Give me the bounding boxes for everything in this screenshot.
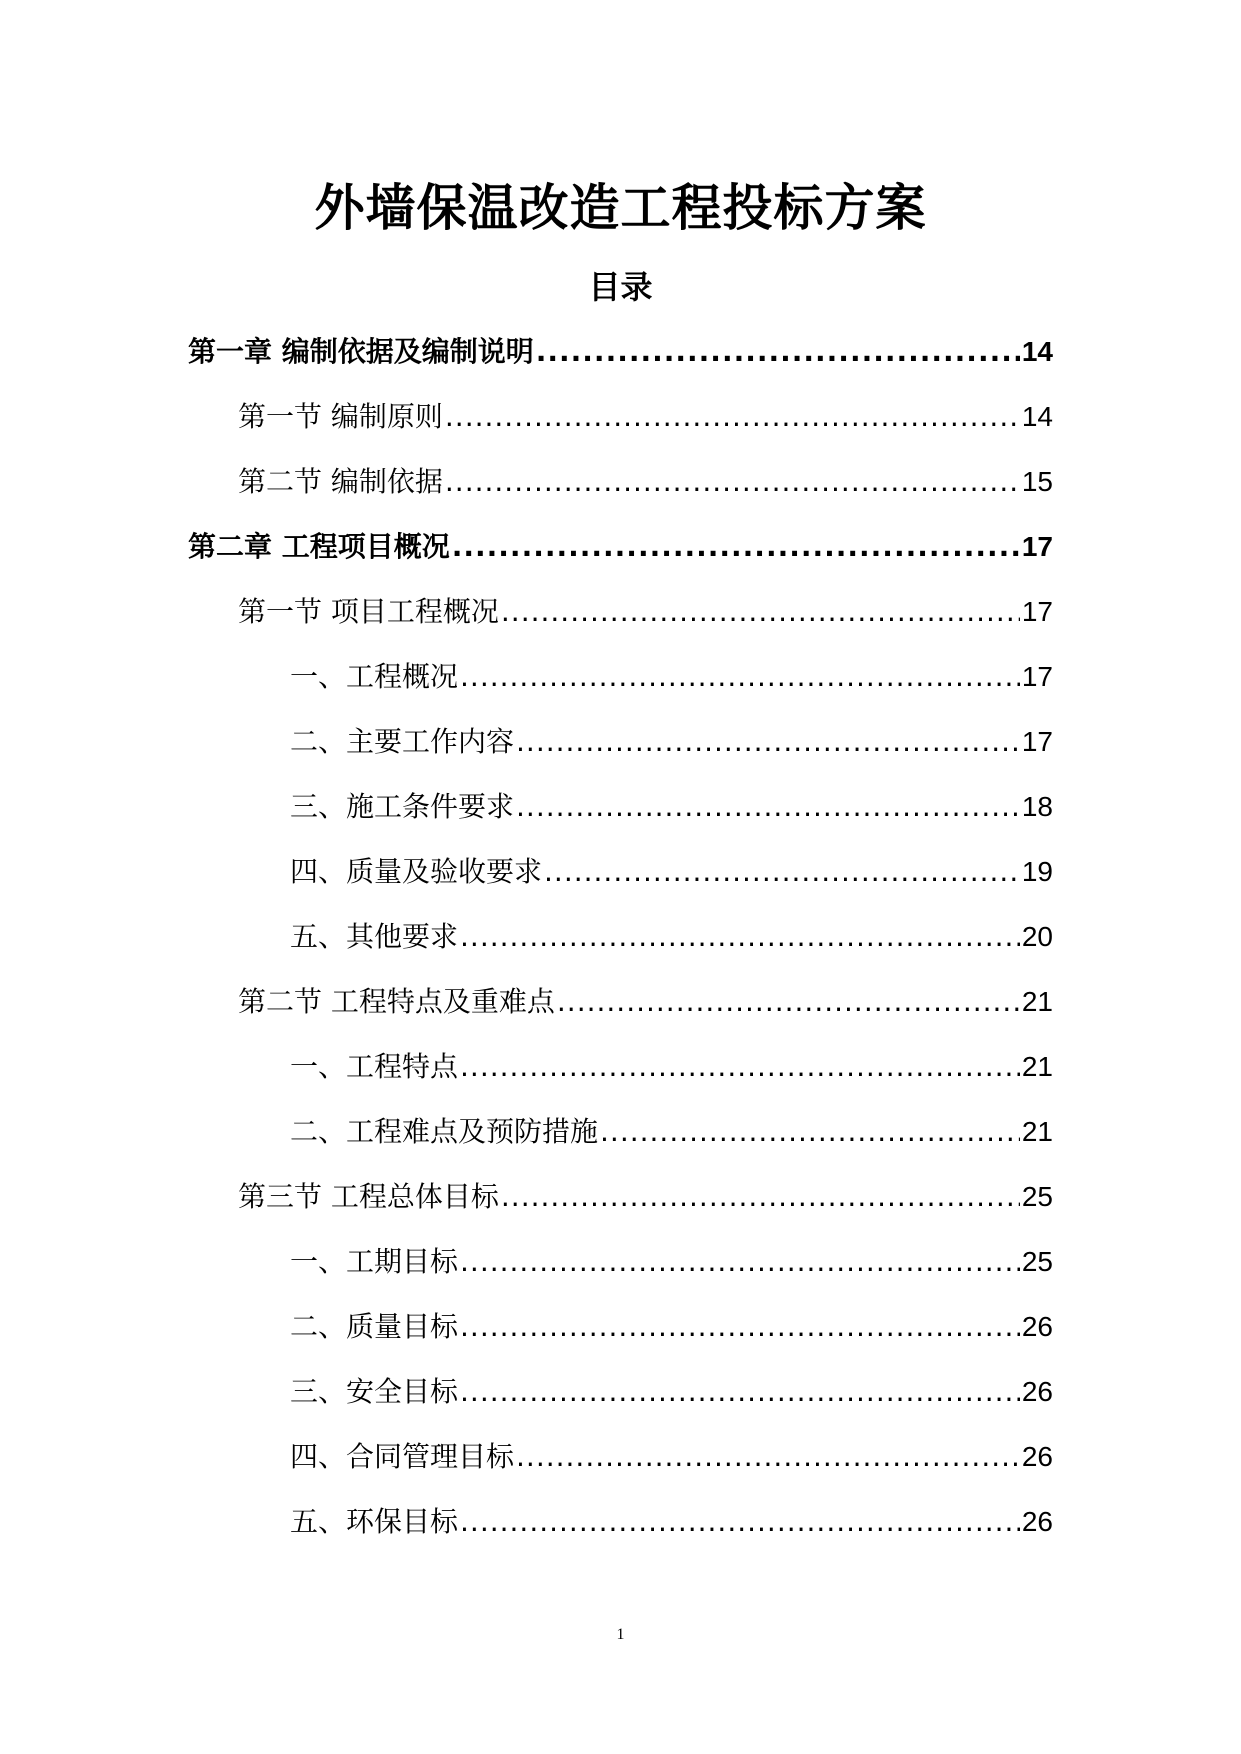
toc-entry-label: 一、工期目标 (290, 1245, 459, 1278)
toc-entry-page: 26 (1021, 1311, 1053, 1342)
toc-entry-subsection[interactable] (290, 785, 1053, 829)
toc-entry-label: 一、工程概况 (290, 660, 459, 693)
toc-entry-label: 第三节 工程总体目标 (238, 1180, 499, 1213)
toc-leader-dots (445, 395, 1020, 439)
toc-entry-page: 17 (1021, 726, 1053, 757)
toc-entry-subsection[interactable] (290, 720, 1053, 764)
toc-leader-dots (460, 1045, 1020, 1089)
toc-entry-page: 17 (1021, 661, 1053, 692)
toc-entry-page: 25 (1021, 1246, 1053, 1277)
toc-entry-subsection[interactable] (290, 1435, 1053, 1479)
toc-entry-label: 四、合同管理目标 (290, 1440, 515, 1473)
toc-entry-page: 17 (1021, 531, 1053, 562)
toc-entry-section[interactable] (238, 460, 1053, 504)
page-number: 1 (616, 1626, 625, 1643)
toc-entry-label: 一、工程特点 (290, 1050, 459, 1083)
toc-entry-page: 14 (1021, 401, 1053, 432)
toc-entry-label: 三、安全目标 (290, 1375, 459, 1408)
toc-entry-page: 26 (1021, 1376, 1053, 1407)
toc-entry-subsection[interactable] (290, 1045, 1053, 1089)
toc-entry-label: 第二节 编制依据 (238, 465, 443, 498)
toc-entry-label: 二、主要工作内容 (290, 725, 515, 758)
toc-entry-label: 三、施工条件要求 (290, 790, 515, 823)
toc-leader-dots (452, 525, 1020, 569)
toc-entry-page: 18 (1021, 791, 1053, 822)
toc-entry-subsection[interactable] (290, 915, 1053, 959)
toc-entry-page: 14 (1021, 336, 1053, 367)
toc-entry-label: 第二章 工程项目概况 (188, 530, 450, 563)
toc-entry-page: 15 (1021, 466, 1053, 497)
toc-heading: 目录 (588, 268, 653, 306)
toc-entry-chapter[interactable] (188, 330, 1053, 374)
document-title: 外墙保温改造工程投标方案 (314, 179, 927, 237)
toc-entry-subsection[interactable] (290, 1500, 1053, 1544)
toc-entry-page: 17 (1021, 596, 1053, 627)
toc-entry-page: 26 (1021, 1506, 1053, 1537)
toc-entry-subsection[interactable] (290, 1110, 1053, 1154)
toc-entry-label: 五、其他要求 (290, 920, 459, 953)
toc-entry-label: 二、质量目标 (290, 1310, 459, 1343)
toc-entry-subsection[interactable] (290, 1370, 1053, 1414)
toc-entry-section[interactable] (238, 980, 1053, 1024)
toc-leader-dots (460, 1240, 1020, 1284)
toc-entry-page: 19 (1021, 856, 1053, 887)
toc-leader-dots (501, 590, 1020, 634)
toc-leader-dots (536, 330, 1020, 374)
toc-entry-label: 二、工程难点及预防措施 (290, 1115, 599, 1148)
toc-entry-page: 21 (1021, 1116, 1053, 1147)
toc-entry-label: 第一章 编制依据及编制说明 (188, 335, 534, 368)
toc-entry-label: 五、环保目标 (290, 1505, 459, 1538)
toc-entry-label: 第一节 编制原则 (238, 400, 443, 433)
toc-entry-subsection[interactable] (290, 1240, 1053, 1284)
toc-entry-subsection[interactable] (290, 850, 1053, 894)
toc-leader-dots (516, 1435, 1020, 1479)
toc-entry-label: 四、质量及验收要求 (290, 855, 543, 888)
toc-entry-page: 26 (1021, 1441, 1053, 1472)
toc-leader-dots (516, 785, 1020, 829)
toc-leader-dots (460, 655, 1020, 699)
toc-leader-dots (557, 980, 1020, 1024)
toc-entry-chapter[interactable] (188, 525, 1053, 569)
toc-entry-page: 21 (1021, 986, 1053, 1017)
toc-leader-dots (501, 1175, 1020, 1219)
toc-entry-subsection[interactable] (290, 655, 1053, 699)
toc-leader-dots (445, 460, 1020, 504)
toc-leader-dots (460, 1370, 1020, 1414)
toc-entry-section[interactable] (238, 395, 1053, 439)
toc-entry-page: 20 (1021, 921, 1053, 952)
toc-leader-dots (544, 850, 1020, 894)
toc-entry-section[interactable] (238, 590, 1053, 634)
toc-entry-label: 第一节 项目工程概况 (238, 595, 499, 628)
toc-entry-page: 25 (1021, 1181, 1053, 1212)
toc-entry-page: 21 (1021, 1051, 1053, 1082)
toc-leader-dots (460, 1500, 1020, 1544)
toc-leader-dots (516, 720, 1020, 764)
toc-leader-dots (460, 1305, 1020, 1349)
toc-leader-dots (460, 915, 1020, 959)
toc-entry-label: 第二节 工程特点及重难点 (238, 985, 555, 1018)
toc-entry-subsection[interactable] (290, 1305, 1053, 1349)
toc-entry-section[interactable] (238, 1175, 1053, 1219)
toc-leader-dots (600, 1110, 1020, 1154)
